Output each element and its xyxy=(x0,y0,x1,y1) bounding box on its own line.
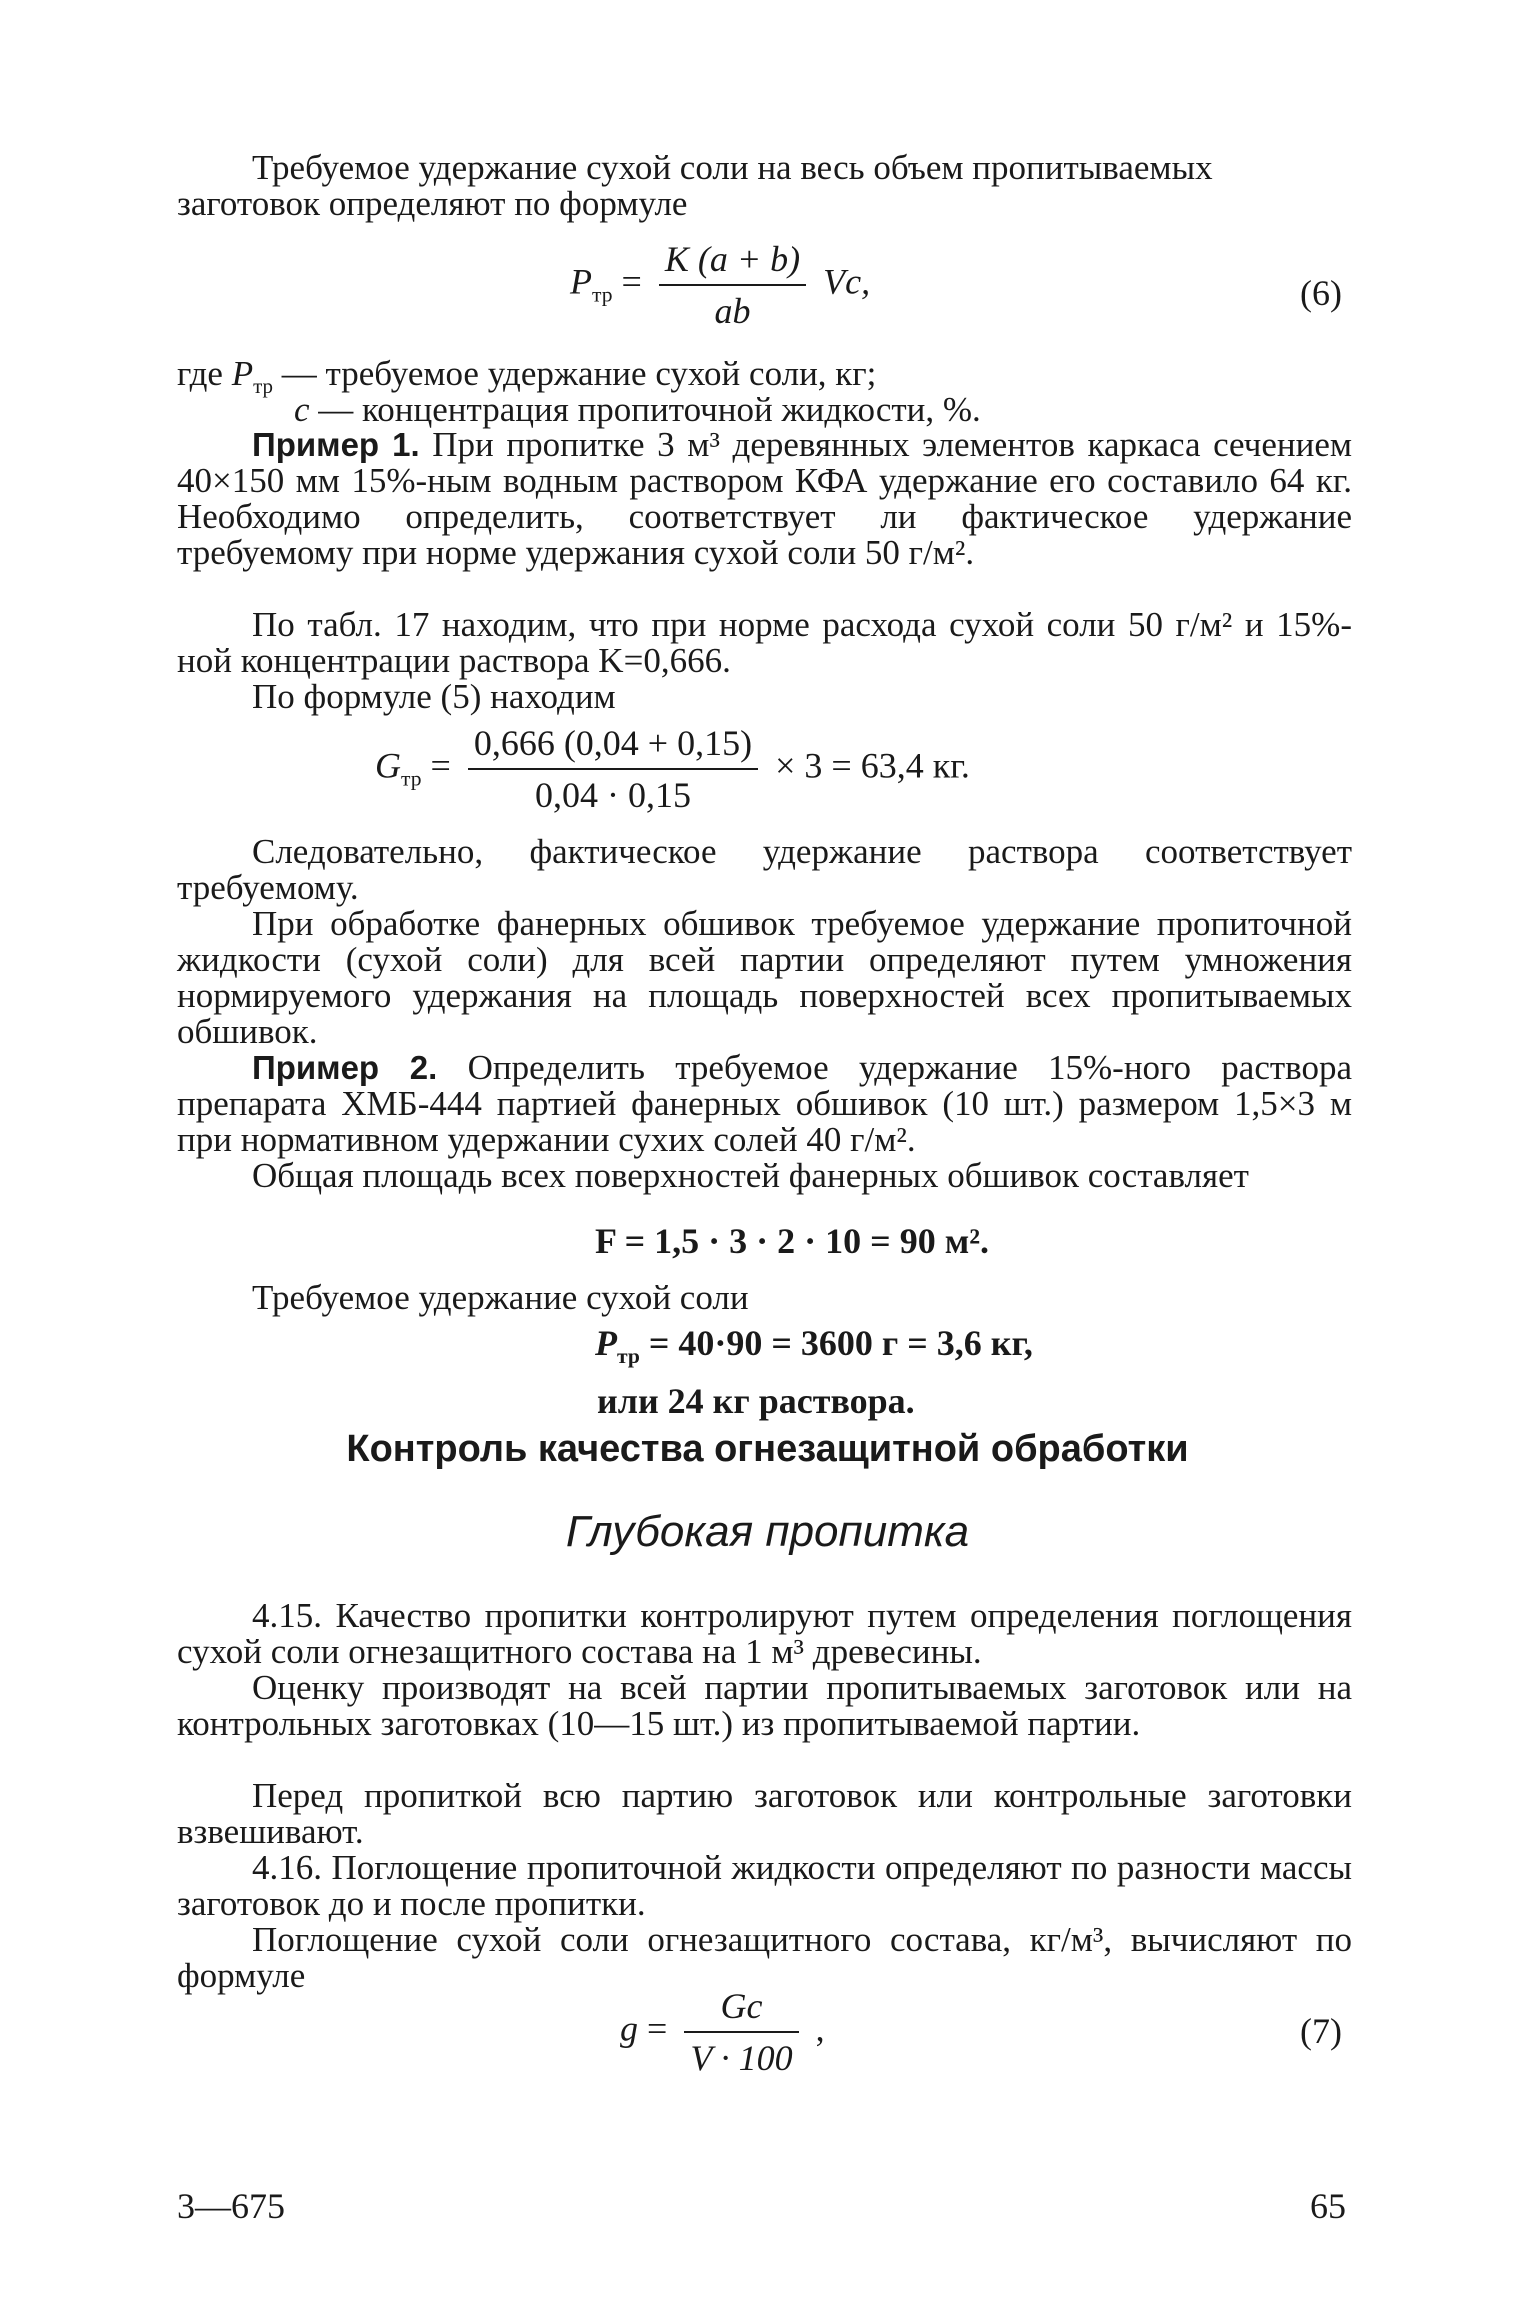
clause-4-16: 4.16. Поглощение пропиточной жидкости определяют по разности массы заготовок до и после пропитки. xyxy=(177,1848,1352,1923)
intro-paragraph xyxy=(177,150,1352,222)
formula-5-fraction xyxy=(468,722,758,816)
formula-7-lhs: g xyxy=(620,2008,638,2049)
solution-amount: или 24 кг раствора. xyxy=(597,1381,915,1421)
formula-7-denominator: V · 100 xyxy=(690,2038,793,2078)
required-paragraph: Требуемое удержание сухой соли xyxy=(252,1278,749,1317)
formula-5-numerator: 0,666 (0,04 + 0,15) xyxy=(468,722,758,770)
formula-7-fraction xyxy=(684,1985,798,2079)
where-line-1 xyxy=(177,354,1352,398)
formula-7-numerator: Gc xyxy=(684,1985,798,2033)
formula-5-equals: = xyxy=(430,745,451,786)
example-2-label: Пример 2. xyxy=(252,1049,438,1086)
example-1-label: Пример 1. xyxy=(252,426,420,463)
page-number: 65 xyxy=(1310,2186,1346,2226)
example-2 xyxy=(177,1050,1352,1158)
where-symbol-1-sub: тр xyxy=(253,374,274,398)
weighing-paragraph: Перед пропиткой всю партию заготовок или контрольные заготовки взвешивают. xyxy=(177,1776,1352,1851)
formula-6-number: (6) xyxy=(1300,273,1342,313)
required-formula-lhs-sub: тр xyxy=(617,1344,640,1369)
required-formula-rest: = 40·90 = 3600 г = 3,6 кг, xyxy=(639,1323,1033,1363)
absorption-paragraph: Поглощение сухой соли огнезащитного состава, кг/м³, вычисляют по формуле xyxy=(177,1920,1352,1995)
formula-6-equals: = xyxy=(621,261,642,302)
section-heading: Контроль качества огнезащитной обработки xyxy=(346,1428,1189,1470)
formula-7-rhs: , xyxy=(815,2008,825,2049)
formula-6-rhs: Vc, xyxy=(823,261,871,302)
where-line-2 xyxy=(177,392,1352,428)
formula-7 xyxy=(620,1985,825,2079)
formula-6-denominator: ab xyxy=(714,291,751,331)
formula-6 xyxy=(570,238,870,332)
formula-7-number: (7) xyxy=(1300,2011,1342,2051)
formula-5-lhs-sub: тр xyxy=(401,766,422,791)
intro-line-1: Требуемое удержание сухой соли на весь объем пропитываемых xyxy=(252,148,1213,187)
where-symbol-1: P xyxy=(231,354,254,393)
example-2-text: Определить требуемое удержание 15%-ного раствора препарата ХМБ-444 партией фанерных обшивок (10 шт.) размером 1,5×3 м при нормативном удержании сухих солей 40 г/м². xyxy=(177,1048,1352,1159)
example-1 xyxy=(177,427,1352,571)
where-definition-2: — концентрация пропиточной жидкости, %. xyxy=(309,390,981,429)
formula-5-denominator: 0,04 · 0,15 xyxy=(534,775,691,815)
formula-5-rhs: × 3 = 63,4 кг. xyxy=(775,745,970,786)
printer-signature: 3—675 xyxy=(177,2186,285,2226)
formula-6-fraction xyxy=(659,238,806,332)
formula-5 xyxy=(375,722,970,816)
subsection-heading: Глубокая пропитка xyxy=(565,1507,970,1556)
formula-5-reference: По формуле (5) находим xyxy=(252,677,616,716)
assessment-paragraph: Оценку производят на всей партии пропитываемых заготовок или на контрольных заготовках (10—15 шт.) из пропитываемой партии. xyxy=(177,1668,1352,1743)
plywood-paragraph: При обработке фанерных обшивок требуемое удержание пропиточной жидкости (сухой соли) для всей партии определяют путем умножения нормируемого удержания на площадь поверхностей всех пропитываемых обшивок. xyxy=(177,904,1352,1051)
formula-6-lhs-sub: тр xyxy=(592,282,613,307)
formula-5-lhs: G xyxy=(375,745,401,786)
formula-6-numerator: K (a + b) xyxy=(659,238,806,286)
where-prefix: где xyxy=(177,354,232,393)
where-definition-1: — требуемое удержание сухой соли, кг; xyxy=(273,354,877,393)
required-formula-lhs: P xyxy=(595,1323,617,1363)
where-block xyxy=(177,356,1352,428)
required-formula xyxy=(595,1322,1033,1369)
intro-line-2: заготовок определяют по формуле xyxy=(177,184,688,223)
example-1-text: При пропитке 3 м³ деревянных элементов каркаса сечением 40×150 мм 15%-ным водным раствором КФА удержание его составило 64 кг. Необходимо определить, соответствует ли фактическое удержание требуемому при норме удержания сухой соли 50 г/м². xyxy=(177,425,1353,572)
where-symbol-2: c xyxy=(294,390,310,429)
formula-6-lhs: P xyxy=(570,261,592,302)
area-formula: F = 1,5 · 3 · 2 · 10 = 90 м². xyxy=(595,1221,990,1261)
clause-4-15: 4.15. Качество пропитки контролируют путем определения поглощения сухой соли огнезащитного состава на 1 м³ древесины. xyxy=(177,1596,1352,1671)
conclusion-paragraph: Следовательно, фактическое удержание раствора соответствует требуемому. xyxy=(177,832,1352,907)
area-paragraph: Общая площадь всех поверхностей фанерных обшивок составляет xyxy=(252,1156,1249,1195)
formula-7-equals: = xyxy=(647,2008,668,2049)
table-reference: По табл. 17 находим, что при норме расхода сухой соли 50 г/м² и 15%-ной концентрации раствора K=0,666. xyxy=(177,605,1352,680)
